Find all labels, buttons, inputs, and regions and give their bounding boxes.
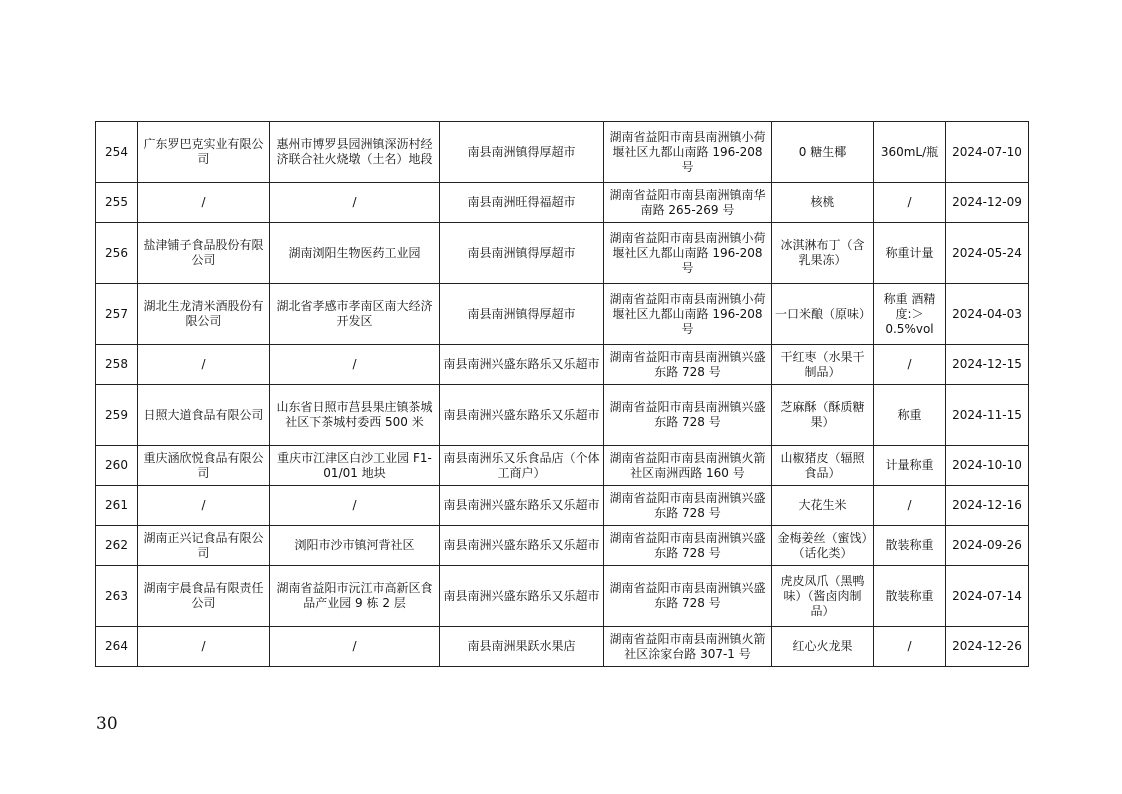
sampled-unit-cell: 南县南洲镇得厚超市 bbox=[440, 284, 604, 345]
product-name-cell: 大花生米 bbox=[772, 486, 874, 526]
production-date-cell: 2024-09-26 bbox=[946, 526, 1029, 566]
serial-number-cell: 264 bbox=[96, 627, 138, 667]
sampled-unit-address-cell: 湖南省益阳市南县南洲镇小荷堰社区九都山南路 196-208 号 bbox=[604, 223, 772, 284]
production-date-cell: 2024-12-09 bbox=[946, 183, 1029, 223]
serial-number-cell: 256 bbox=[96, 223, 138, 284]
sampled-unit-address-cell: 湖南省益阳市南县南洲镇火箭社区涂家台路 307-1 号 bbox=[604, 627, 772, 667]
page-number: 30 bbox=[96, 714, 118, 734]
production-date-cell: 2024-10-10 bbox=[946, 446, 1029, 486]
product-name-cell: 虎皮凤爪（黑鸭味）（酱卤肉制品） bbox=[772, 566, 874, 627]
serial-number-cell: 255 bbox=[96, 183, 138, 223]
sampled-unit-cell: 南县南洲旺得福超市 bbox=[440, 183, 604, 223]
sampled-unit-cell: 南县南洲镇得厚超市 bbox=[440, 223, 604, 284]
producer-name-cell: 广东罗巴克实业有限公司 bbox=[138, 122, 270, 183]
producer-name-cell: 日照大道食品有限公司 bbox=[138, 385, 270, 446]
sampled-unit-cell: 南县南洲兴盛东路乐又乐超市 bbox=[440, 345, 604, 385]
producer-name-cell: / bbox=[138, 627, 270, 667]
specification-cell: 称重 bbox=[874, 385, 946, 446]
table-row bbox=[96, 345, 1029, 385]
product-name-cell: 山椒猪皮（辐照食品） bbox=[772, 446, 874, 486]
serial-number-cell: 254 bbox=[96, 122, 138, 183]
producer-address-cell: / bbox=[270, 486, 440, 526]
sampled-unit-address-cell: 湖南省益阳市南县南洲镇小荷堰社区九都山南路 196-208 号 bbox=[604, 122, 772, 183]
table-body bbox=[96, 122, 1029, 667]
table-row bbox=[96, 526, 1029, 566]
specification-cell: / bbox=[874, 627, 946, 667]
production-date-cell: 2024-07-10 bbox=[946, 122, 1029, 183]
specification-cell: / bbox=[874, 345, 946, 385]
production-date-cell: 2024-12-26 bbox=[946, 627, 1029, 667]
table-row bbox=[96, 183, 1029, 223]
specification-cell: 散装称重 bbox=[874, 566, 946, 627]
sampled-unit-address-cell: 湖南省益阳市南县南洲镇南华南路 265-269 号 bbox=[604, 183, 772, 223]
specification-cell: 称重计量 bbox=[874, 223, 946, 284]
producer-address-cell: 山东省日照市莒县果庄镇茶城社区下茶城村委西 500 米 bbox=[270, 385, 440, 446]
serial-number-cell: 257 bbox=[96, 284, 138, 345]
sampled-unit-address-cell: 湖南省益阳市南县南洲镇兴盛东路 728 号 bbox=[604, 526, 772, 566]
producer-address-cell: 惠州市博罗县园洲镇深沥村经济联合社火烧墩（土名）地段 bbox=[270, 122, 440, 183]
product-name-cell: 冰淇淋布丁（含乳果冻） bbox=[772, 223, 874, 284]
sampled-unit-address-cell: 湖南省益阳市南县南洲镇兴盛东路 728 号 bbox=[604, 385, 772, 446]
table-row bbox=[96, 446, 1029, 486]
product-name-cell: 核桃 bbox=[772, 183, 874, 223]
producer-name-cell: 湖南宇晨食品有限责任公司 bbox=[138, 566, 270, 627]
table-row bbox=[96, 385, 1029, 446]
producer-name-cell: 湖北生龙清米酒股份有限公司 bbox=[138, 284, 270, 345]
specification-cell: / bbox=[874, 486, 946, 526]
product-name-cell: 金梅姜丝（蜜饯）（话化类） bbox=[772, 526, 874, 566]
sampled-unit-address-cell: 湖南省益阳市南县南洲镇兴盛东路 728 号 bbox=[604, 486, 772, 526]
inspection-table bbox=[95, 121, 1029, 667]
table-row bbox=[96, 486, 1029, 526]
production-date-cell: 2024-11-15 bbox=[946, 385, 1029, 446]
table-row bbox=[96, 223, 1029, 284]
producer-address-cell: / bbox=[270, 183, 440, 223]
table-row bbox=[96, 627, 1029, 667]
producer-name-cell: 重庆涵欣悦食品有限公司 bbox=[138, 446, 270, 486]
product-name-cell: 红心火龙果 bbox=[772, 627, 874, 667]
producer-address-cell: 湖南浏阳生物医药工业园 bbox=[270, 223, 440, 284]
sampled-unit-cell: 南县南洲兴盛东路乐又乐超市 bbox=[440, 486, 604, 526]
product-name-cell: 一口米酿（原味） bbox=[772, 284, 874, 345]
producer-name-cell: 盐津铺子食品股份有限公司 bbox=[138, 223, 270, 284]
serial-number-cell: 263 bbox=[96, 566, 138, 627]
sampled-unit-address-cell: 湖南省益阳市南县南洲镇兴盛东路 728 号 bbox=[604, 566, 772, 627]
production-date-cell: 2024-12-15 bbox=[946, 345, 1029, 385]
producer-name-cell: / bbox=[138, 183, 270, 223]
serial-number-cell: 260 bbox=[96, 446, 138, 486]
specification-cell: / bbox=[874, 183, 946, 223]
serial-number-cell: 259 bbox=[96, 385, 138, 446]
producer-address-cell: 湖南省益阳市沅江市高新区食品产业园 9 栋 2 层 bbox=[270, 566, 440, 627]
production-date-cell: 2024-07-14 bbox=[946, 566, 1029, 627]
production-date-cell: 2024-05-24 bbox=[946, 223, 1029, 284]
product-name-cell: 芝麻酥（酥质糖果） bbox=[772, 385, 874, 446]
serial-number-cell: 261 bbox=[96, 486, 138, 526]
sampled-unit-cell: 南县南洲兴盛东路乐又乐超市 bbox=[440, 526, 604, 566]
sampled-unit-cell: 南县南洲兴盛东路乐又乐超市 bbox=[440, 385, 604, 446]
product-name-cell: 干红枣（水果干制品） bbox=[772, 345, 874, 385]
producer-address-cell: 重庆市江津区白沙工业园 F1-01/01 地块 bbox=[270, 446, 440, 486]
sampled-unit-cell: 南县南洲乐又乐食品店（个体工商户） bbox=[440, 446, 604, 486]
table-row bbox=[96, 284, 1029, 345]
sampled-unit-address-cell: 湖南省益阳市南县南洲镇兴盛东路 728 号 bbox=[604, 345, 772, 385]
specification-cell: 360mL/瓶 bbox=[874, 122, 946, 183]
sampled-unit-address-cell: 湖南省益阳市南县南洲镇小荷堰社区九都山南路 196-208 号 bbox=[604, 284, 772, 345]
sampled-unit-cell: 南县南洲兴盛东路乐又乐超市 bbox=[440, 566, 604, 627]
sampled-unit-cell: 南县南洲镇得厚超市 bbox=[440, 122, 604, 183]
serial-number-cell: 262 bbox=[96, 526, 138, 566]
serial-number-cell: 258 bbox=[96, 345, 138, 385]
table-row bbox=[96, 566, 1029, 627]
sampled-unit-address-cell: 湖南省益阳市南县南洲镇火箭社区南洲西路 160 号 bbox=[604, 446, 772, 486]
producer-address-cell: 浏阳市沙市镇河背社区 bbox=[270, 526, 440, 566]
producer-name-cell: / bbox=[138, 345, 270, 385]
specification-cell: 称重 酒精度:＞0.5%vol bbox=[874, 284, 946, 345]
production-date-cell: 2024-12-16 bbox=[946, 486, 1029, 526]
producer-address-cell: / bbox=[270, 627, 440, 667]
sampled-unit-cell: 南县南洲果跃水果店 bbox=[440, 627, 604, 667]
specification-cell: 散装称重 bbox=[874, 526, 946, 566]
producer-address-cell: / bbox=[270, 345, 440, 385]
producer-name-cell: / bbox=[138, 486, 270, 526]
product-name-cell: 0 糖生椰 bbox=[772, 122, 874, 183]
producer-address-cell: 湖北省孝感市孝南区南大经济开发区 bbox=[270, 284, 440, 345]
producer-name-cell: 湖南正兴记食品有限公司 bbox=[138, 526, 270, 566]
specification-cell: 计量称重 bbox=[874, 446, 946, 486]
production-date-cell: 2024-04-03 bbox=[946, 284, 1029, 345]
table-row bbox=[96, 122, 1029, 183]
